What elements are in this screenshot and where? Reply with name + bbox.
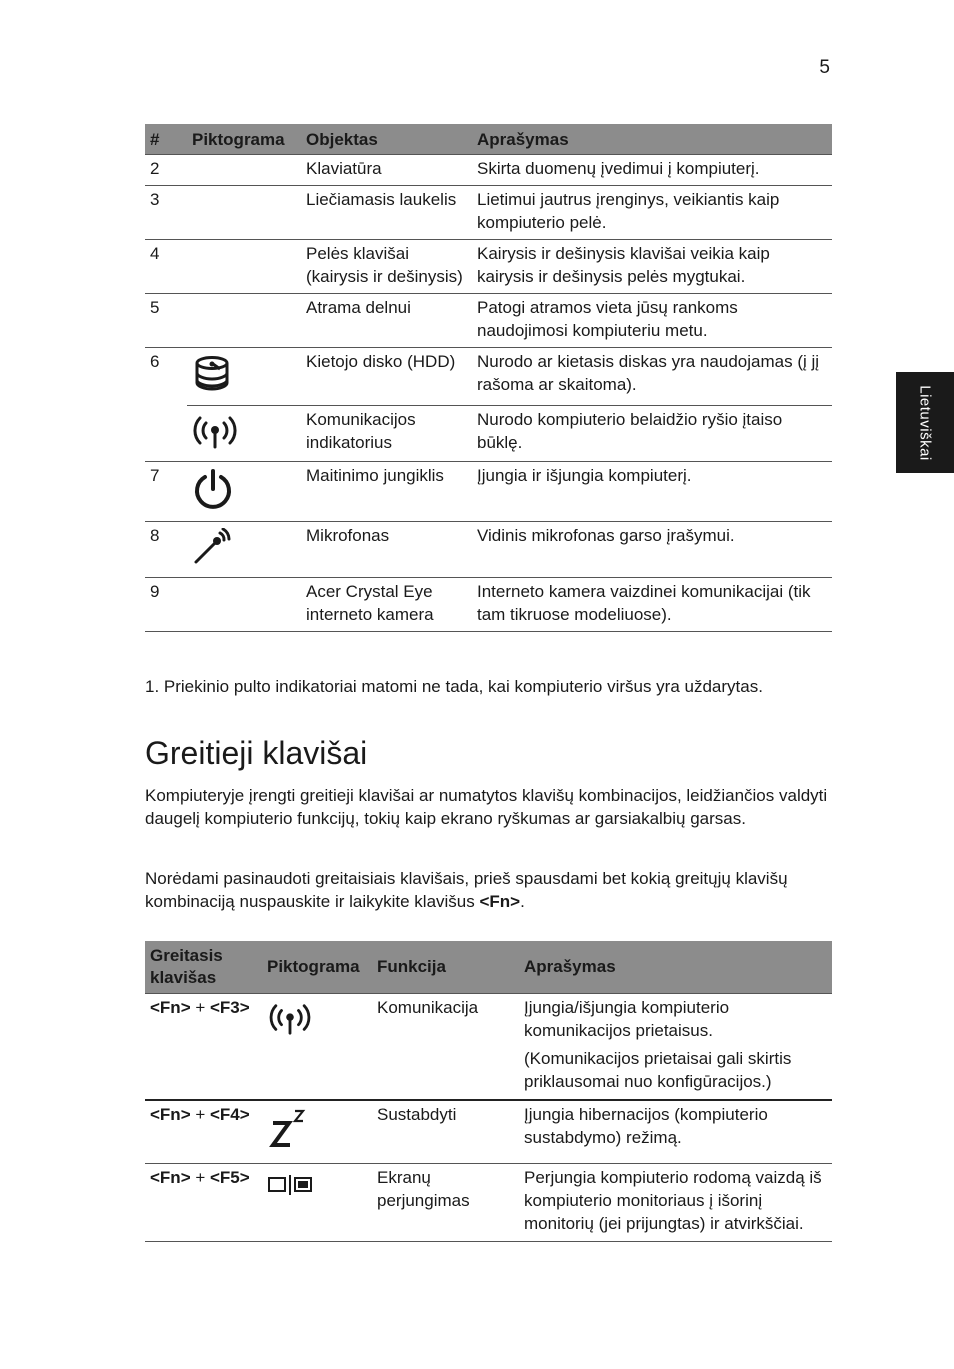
row-object: Atrama delnui <box>301 294 472 348</box>
table-row <box>145 240 832 294</box>
row-number: 2 <box>145 155 187 186</box>
hotkey-plus: + <box>190 1168 210 1187</box>
hotkey-fn: <Fn> <box>150 998 191 1017</box>
hotkey-fn: <Fn> <box>150 1168 191 1187</box>
row-number: 6 <box>145 348 187 406</box>
hotkey-description <box>519 1164 832 1242</box>
instruction-end: . <box>520 892 525 911</box>
table-header-row <box>145 124 832 155</box>
table-row <box>145 155 832 186</box>
instruction-text: Norėdami pasinaudoti greitaisiais klavišais, prieš spausdami bet kokią greitųjų klavišų kombinaciją nuspauskite ir laikykite klavišus <box>145 869 788 911</box>
fn-key-label: <Fn> <box>479 892 521 911</box>
hotkey-f: <F3> <box>210 998 250 1017</box>
row-description: Kairysis ir dešinysis klavišai veikia kaip kairysis ir dešinysis pelės mygtukai. <box>472 240 832 294</box>
section-heading: Greitieji klavišai <box>145 735 368 771</box>
hotkey-f: <F5> <box>210 1168 250 1187</box>
wireless-icon <box>192 414 238 450</box>
wireless-icon <box>267 1002 313 1036</box>
table-row <box>145 186 832 240</box>
row-description: Įjungia ir išjungia kompiuterį. <box>472 462 832 522</box>
table-header-row <box>145 941 832 994</box>
row-object: Kietojo disko (HDD) <box>301 348 472 406</box>
table-row <box>145 1164 832 1242</box>
row-number: 9 <box>145 578 187 632</box>
footnote: 1. Priekinio pulto indikatoriai matomi ne tada, kai kompiuterio viršus yra uždarytas. <box>145 677 763 696</box>
microphone-icon <box>192 528 234 566</box>
page-number: 5 <box>819 57 830 78</box>
table-row <box>145 522 832 578</box>
hotkey-description <box>519 1100 832 1164</box>
row-number: 7 <box>145 462 187 522</box>
row-object: Acer Crystal Eye interneto kamera <box>301 578 472 632</box>
row-number: 8 <box>145 522 187 578</box>
hotkey-function: Ekranų perjungimas <box>372 1164 519 1242</box>
hotkey-combo <box>145 1164 262 1242</box>
table-row <box>145 1100 832 1164</box>
hotkeys-table <box>145 941 832 1242</box>
row-description: Vidinis mikrofonas garso įrašymui. <box>472 522 832 578</box>
table-row <box>145 294 832 348</box>
description-line: Perjungia kompiuterio rodomą vaizdą iš kompiuterio monitoriaus į išorinį monitorių (jei prijungtas) ir atvirkščiai. <box>524 1168 822 1233</box>
description-line: Įjungia hibernacijos (kompiuterio sustabdymo) režimą. <box>524 1105 768 1147</box>
row-object: Klaviatūra <box>301 155 472 186</box>
column-header: Greitasis klavišas <box>145 941 262 994</box>
row-object: Komunikacijos indikatorius <box>301 406 472 462</box>
hotkey-plus: + <box>190 1105 210 1124</box>
description-line: (Komunikacijos prietaisai gali skirtis priklausomai nuo konfigūracijos.) <box>524 1049 792 1091</box>
row-object: Mikrofonas <box>301 522 472 578</box>
column-header: # <box>145 124 187 155</box>
row-object: Liečiamasis laukelis <box>301 186 472 240</box>
instruction-paragraph <box>145 867 835 913</box>
row-description: Lietimui jautrus įrenginys, veikiantis kaip kompiuterio pelė. <box>472 186 832 240</box>
hotkey-combo <box>145 1100 262 1164</box>
description-line: Įjungia/išjungia kompiuterio komunikacijos prietaisus. <box>524 998 730 1040</box>
row-description: Skirta duomenų įvedimui į kompiuterį. <box>472 155 832 186</box>
table-row <box>145 406 832 462</box>
row-description: Nurodo kompiuterio belaidžio ryšio įtaiso būklę. <box>472 406 832 462</box>
row-number: 5 <box>145 294 187 348</box>
table-row <box>145 578 832 632</box>
column-header: Piktograma <box>187 124 301 155</box>
column-header: Objektas <box>301 124 472 155</box>
row-description: Interneto kamera vaizdinei komunikacijai (tik tam tikruose modeliuose). <box>472 578 832 632</box>
table-row <box>145 462 832 522</box>
components-table <box>145 124 832 632</box>
row-description: Nurodo ar kietasis diskas yra naudojamas (į jį rašoma ar skaitoma). <box>472 348 832 406</box>
intro-paragraph: Kompiuteryje įrengti greitieji klavišai ar numatytos klavišų kombinacijos, leidžiančios valdyti daugelį kompiuterio funkcijų, tokių kaip ekrano ryškumas ar garsiakalbių garsas. <box>145 786 828 828</box>
language-side-tab <box>896 372 954 473</box>
column-header: Aprašymas <box>519 941 832 994</box>
hotkey-combo <box>145 994 262 1101</box>
hotkey-f: <F4> <box>210 1105 250 1124</box>
language-side-tab-label: Lietuviškai <box>916 384 934 461</box>
row-number: 3 <box>145 186 187 240</box>
table-row <box>145 348 832 406</box>
hotkey-description <box>519 994 832 1101</box>
row-number <box>145 406 187 462</box>
row-object: Maitinimo jungiklis <box>301 462 472 522</box>
row-description: Patogi atramos vieta jūsų rankoms naudojimosi kompiuteriu metu. <box>472 294 832 348</box>
column-header: Aprašymas <box>472 124 832 155</box>
display-toggle-icon <box>267 1174 313 1196</box>
hotkey-function: Sustabdyti <box>372 1100 519 1164</box>
row-object: Pelės klavišai (kairysis ir dešinysis) <box>301 240 472 294</box>
hotkey-plus: + <box>190 998 210 1017</box>
hdd-icon <box>192 354 232 394</box>
hotkey-fn: <Fn> <box>150 1105 191 1124</box>
hotkey-function: Komunikacija <box>372 994 519 1101</box>
column-header: Funkcija <box>372 941 519 994</box>
row-number: 4 <box>145 240 187 294</box>
power-icon <box>192 468 234 510</box>
table-row <box>145 994 832 1101</box>
column-header: Piktograma <box>262 941 372 994</box>
sleep-icon <box>267 1107 311 1151</box>
